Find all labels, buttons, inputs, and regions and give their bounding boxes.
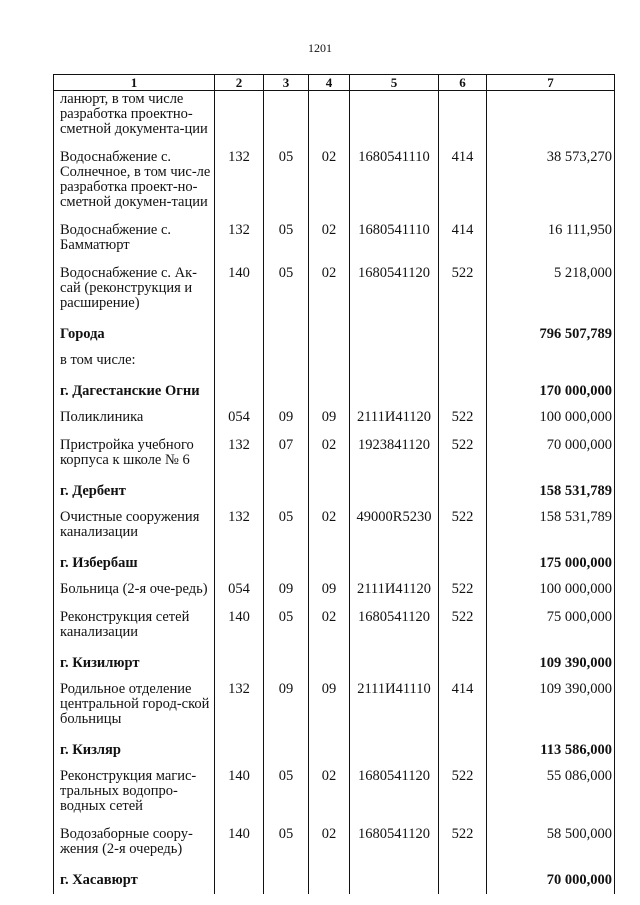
header-col-7: 7 xyxy=(487,75,615,91)
col4-cell: 02 xyxy=(309,218,350,261)
table-row xyxy=(54,605,615,648)
name-cell: г. Кизилюрт xyxy=(54,648,215,677)
col2-cell: 132 xyxy=(215,433,264,476)
col2-cell xyxy=(215,865,264,894)
col2-cell xyxy=(215,376,264,405)
col3-cell xyxy=(264,865,309,894)
table-header-row xyxy=(54,75,615,91)
col3-cell: 05 xyxy=(264,822,309,865)
name-cell: Пристройка учебного корпуса к школе № 6 xyxy=(54,433,215,476)
col3-cell: 09 xyxy=(264,677,309,735)
col2-cell xyxy=(215,548,264,577)
col5-cell: 2111И41120 xyxy=(350,405,439,433)
name-cell: Реконструкция сетей канализации xyxy=(54,605,215,648)
name-cell: в том числе: xyxy=(54,348,215,376)
col4-cell: 09 xyxy=(309,677,350,735)
table-row-group xyxy=(54,319,615,348)
col2-cell xyxy=(215,648,264,677)
amount-cell xyxy=(487,91,615,146)
col5-cell xyxy=(350,348,439,376)
col3-cell: 05 xyxy=(264,505,309,548)
col6-cell xyxy=(439,648,487,677)
col2-cell xyxy=(215,91,264,146)
col6-cell xyxy=(439,476,487,505)
col3-cell: 05 xyxy=(264,764,309,822)
amount-cell: 158 531,789 xyxy=(487,505,615,548)
col4-cell: 02 xyxy=(309,822,350,865)
amount-cell: 796 507,789 xyxy=(487,319,615,348)
col2-cell xyxy=(215,476,264,505)
col5-cell: 2111И41110 xyxy=(350,677,439,735)
col3-cell: 09 xyxy=(264,405,309,433)
col6-cell: 414 xyxy=(439,218,487,261)
amount-cell: 5 218,000 xyxy=(487,261,615,319)
col6-cell: 522 xyxy=(439,822,487,865)
amount-cell: 113 586,000 xyxy=(487,735,615,764)
col6-cell: 522 xyxy=(439,764,487,822)
table-row-group xyxy=(54,735,615,764)
page-number: 1201 xyxy=(308,41,332,55)
table-row xyxy=(54,764,615,822)
header-col-2: 2 xyxy=(215,75,264,91)
col6-cell: 522 xyxy=(439,405,487,433)
col6-cell xyxy=(439,376,487,405)
col5-cell xyxy=(350,376,439,405)
col4-cell xyxy=(309,648,350,677)
col3-cell xyxy=(264,735,309,764)
col6-cell: 522 xyxy=(439,261,487,319)
col2-cell: 140 xyxy=(215,605,264,648)
col4-cell xyxy=(309,91,350,146)
col3-cell xyxy=(264,376,309,405)
col3-cell xyxy=(264,476,309,505)
col6-cell xyxy=(439,91,487,146)
col5-cell xyxy=(350,319,439,348)
amount-cell: 55 086,000 xyxy=(487,764,615,822)
col5-cell xyxy=(350,648,439,677)
header-col-3: 3 xyxy=(264,75,309,91)
table-row xyxy=(54,677,615,735)
col5-cell xyxy=(350,476,439,505)
table-row xyxy=(54,505,615,548)
col6-cell xyxy=(439,735,487,764)
col5-cell: 1923841120 xyxy=(350,433,439,476)
col5-cell: 1680541120 xyxy=(350,764,439,822)
name-cell: Поликлиника xyxy=(54,405,215,433)
name-cell: Водоснабжение с. Солнечное, в том чис-ле разработка проект-но-сметной докумен-тации xyxy=(54,145,215,218)
col6-cell: 414 xyxy=(439,145,487,218)
col4-cell: 02 xyxy=(309,505,350,548)
col6-cell xyxy=(439,348,487,376)
col2-cell: 132 xyxy=(215,677,264,735)
header-col-6: 6 xyxy=(439,75,487,91)
col5-cell xyxy=(350,548,439,577)
col4-cell: 09 xyxy=(309,577,350,605)
col5-cell xyxy=(350,865,439,894)
amount-cell: 70 000,000 xyxy=(487,865,615,894)
col3-cell: 05 xyxy=(264,145,309,218)
col2-cell: 054 xyxy=(215,577,264,605)
col4-cell xyxy=(309,348,350,376)
table-row xyxy=(54,405,615,433)
name-cell: Очистные сооружения канализации xyxy=(54,505,215,548)
col4-cell xyxy=(309,319,350,348)
amount-cell: 100 000,000 xyxy=(487,577,615,605)
col4-cell: 02 xyxy=(309,261,350,319)
col2-cell xyxy=(215,735,264,764)
table-row-group xyxy=(54,476,615,505)
col4-cell: 02 xyxy=(309,433,350,476)
table-row-group xyxy=(54,865,615,894)
name-cell: Водоснабжение с. Ак-сай (реконструкция и расширение) xyxy=(54,261,215,319)
name-cell: Реконструкция магис-тральных водопро-водных сетей xyxy=(54,764,215,822)
name-cell: г. Хасавюрт xyxy=(54,865,215,894)
col6-cell: 522 xyxy=(439,505,487,548)
col5-cell: 1680541120 xyxy=(350,605,439,648)
col3-cell: 05 xyxy=(264,261,309,319)
table-row xyxy=(54,348,615,376)
table-row xyxy=(54,577,615,605)
col6-cell: 522 xyxy=(439,433,487,476)
col5-cell: 49000R5230 xyxy=(350,505,439,548)
name-cell: Города xyxy=(54,319,215,348)
col6-cell xyxy=(439,319,487,348)
col2-cell: 140 xyxy=(215,261,264,319)
table-body xyxy=(54,91,615,895)
amount-cell: 158 531,789 xyxy=(487,476,615,505)
col5-cell xyxy=(350,91,439,146)
table-row xyxy=(54,145,615,218)
col3-cell: 05 xyxy=(264,218,309,261)
col3-cell: 07 xyxy=(264,433,309,476)
col2-cell xyxy=(215,348,264,376)
name-cell: Больница (2-я оче-редь) xyxy=(54,577,215,605)
table-row-group xyxy=(54,548,615,577)
amount-cell: 109 390,000 xyxy=(487,677,615,735)
table-row xyxy=(54,433,615,476)
col2-cell: 140 xyxy=(215,822,264,865)
col4-cell xyxy=(309,865,350,894)
col4-cell: 02 xyxy=(309,145,350,218)
header-col-4: 4 xyxy=(309,75,350,91)
col5-cell: 1680541120 xyxy=(350,261,439,319)
col4-cell xyxy=(309,548,350,577)
col6-cell xyxy=(439,865,487,894)
name-cell: г. Избербаш xyxy=(54,548,215,577)
amount-cell: 58 500,000 xyxy=(487,822,615,865)
header-col-5: 5 xyxy=(350,75,439,91)
name-cell: Водоснабжение с. Бамматюрт xyxy=(54,218,215,261)
col5-cell: 1680541120 xyxy=(350,822,439,865)
col3-cell: 09 xyxy=(264,577,309,605)
table-row-group xyxy=(54,376,615,405)
col5-cell xyxy=(350,735,439,764)
budget-table xyxy=(53,74,615,894)
col3-cell xyxy=(264,648,309,677)
table-row xyxy=(54,218,615,261)
col6-cell xyxy=(439,548,487,577)
col2-cell: 140 xyxy=(215,764,264,822)
amount-cell: 170 000,000 xyxy=(487,376,615,405)
col4-cell xyxy=(309,735,350,764)
col4-cell: 09 xyxy=(309,405,350,433)
name-cell: г. Дербент xyxy=(54,476,215,505)
col6-cell: 522 xyxy=(439,577,487,605)
col3-cell xyxy=(264,91,309,146)
table-row xyxy=(54,261,615,319)
col2-cell: 132 xyxy=(215,505,264,548)
col5-cell: 2111И41120 xyxy=(350,577,439,605)
col2-cell xyxy=(215,319,264,348)
col4-cell: 02 xyxy=(309,605,350,648)
amount-cell: 16 111,950 xyxy=(487,218,615,261)
col5-cell: 1680541110 xyxy=(350,218,439,261)
amount-cell: 75 000,000 xyxy=(487,605,615,648)
amount-cell: 175 000,000 xyxy=(487,548,615,577)
col6-cell: 522 xyxy=(439,605,487,648)
amount-cell: 109 390,000 xyxy=(487,648,615,677)
col3-cell xyxy=(264,548,309,577)
col5-cell: 1680541110 xyxy=(350,145,439,218)
col3-cell: 05 xyxy=(264,605,309,648)
name-cell: ланюрт, в том числе разработка проектно-сметной документа-ции xyxy=(54,91,215,146)
col4-cell xyxy=(309,376,350,405)
col2-cell: 132 xyxy=(215,145,264,218)
col4-cell: 02 xyxy=(309,764,350,822)
col3-cell xyxy=(264,348,309,376)
col2-cell: 054 xyxy=(215,405,264,433)
table-row xyxy=(54,91,615,146)
header-col-1: 1 xyxy=(54,75,215,91)
amount-cell: 38 573,270 xyxy=(487,145,615,218)
col3-cell xyxy=(264,319,309,348)
col2-cell: 132 xyxy=(215,218,264,261)
table-row-group xyxy=(54,648,615,677)
name-cell: Водозаборные соору-жения (2-я очередь) xyxy=(54,822,215,865)
name-cell: г. Дагестанские Огни xyxy=(54,376,215,405)
name-cell: г. Кизляр xyxy=(54,735,215,764)
col6-cell: 414 xyxy=(439,677,487,735)
col4-cell xyxy=(309,476,350,505)
name-cell: Родильное отделение центральной город-ской больницы xyxy=(54,677,215,735)
table-row xyxy=(54,822,615,865)
amount-cell: 70 000,000 xyxy=(487,433,615,476)
amount-cell: 100 000,000 xyxy=(487,405,615,433)
amount-cell xyxy=(487,348,615,376)
